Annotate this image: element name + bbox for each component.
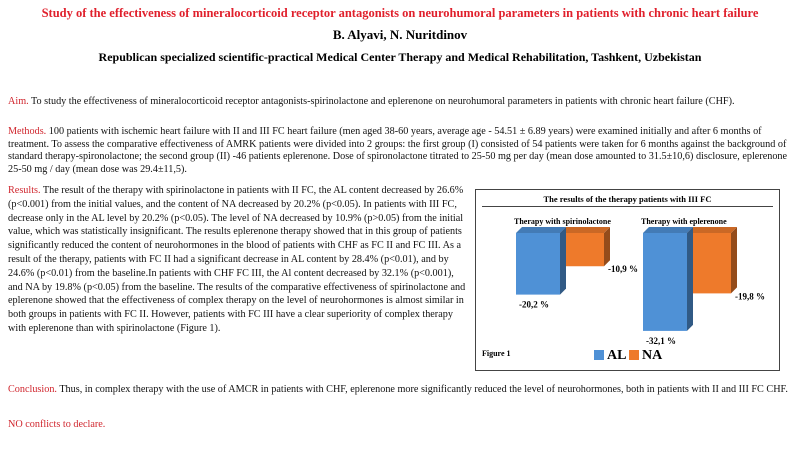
results-text: The result of the therapy with spirinolactone in patients with II FC, the AL content decreased by 26.6% (p<0.001) from the initial values, and the content of NA decreased by 20.2% (p<0.05). In patients with III FC, decrease only in the AL level by 20.2% (p<0.05). The level of NA decreased by 10.9% (p>0.05) from the initial value, which was statistically insignificant. The results eplerenone therapy showed that in this group of patients significantly reduced the content of neurohormones in the blood of patients with CHF as FC II and FC III. As a result of the therapy, patients with FC II had a significant decrease in AL content by 28.4% (p<0.01), and by 24.6% (p<0.01) from the baseline.In patients with CHF FC III, the Al content decreased by 32.1% (p<0.001), and NA by 19.8% (p<0.05) from the baseline. The results of the comparative effectiveness of spirinolactone and eplerenone showed that the effectiveness of complex therapy on the level of neurohormones is almost similar in both groups in patients with FC II. However, patients with FC III have a clear superiority of complex therapy with eplerenone than with spirinolactone (Figure 1).: [8, 185, 466, 334]
bar-top-na-0: [560, 227, 610, 233]
legend-na: [629, 348, 662, 364]
bar-side-al-1: [687, 227, 693, 331]
conclusion-label: Conclusion.: [8, 384, 57, 395]
conclusion-text: Thus, in complex therapy with the use of AMCR in patients with CHF, eplerenone more significantly reduced the level of neurohormones, both in patients with II and III FC CHF.: [56, 384, 788, 395]
legend-na-label: NA: [642, 348, 663, 363]
data-label-al-0: -20,2 %: [519, 299, 549, 310]
legend-na-swatch: [629, 350, 639, 360]
bar-side-na-0: [604, 227, 610, 266]
bar-al-1: [643, 233, 687, 331]
poster-title: Study of the effectiveness of mineralocorticoid receptor antagonists on neurohumoral parameters in patients with chronic heart failure: [41, 6, 759, 20]
data-label-na-1: -19,8 %: [735, 291, 765, 302]
no-conflicts-statement: NO conflicts to declare.: [8, 419, 106, 430]
bar-al-0: [516, 233, 560, 295]
conclusion-section: [8, 384, 790, 397]
figure-title: The results of the therapy patients with III FC: [543, 194, 712, 204]
aim-text: To study the effectiveness of mineralocorticoid receptor antagonists-spirinolactone and eplerenone on neurohumoral parameters in patients with chronic heart failure (CHF).: [28, 96, 735, 107]
bar-side-al-0: [560, 227, 566, 295]
methods-section: [8, 126, 790, 176]
bar-top-na-1: [687, 227, 737, 233]
data-label-na-0: -10,9 %: [608, 264, 638, 275]
bar-side-na-1: [731, 227, 737, 293]
legend-al-swatch: [594, 350, 604, 360]
methods-text: 100 patients with ischemic heart failure with II and III FC heart failure (men aged 38-60 years, average age - 54.51 ± 6.89 years) were examined initially and after 6 months of treatment. To assess the comparative effectiveness of AMRK patients were divided into 2 groups: the first group (I) consisted of 54 patients were taken for 6 months against the background of standard therapy-spironolactone; the second group (II) -46 patients eplerenone. Dose of spironolactone titrated to 25-50 mg per day (mean dose amounted to 31.5±10,6) disclosure, eplerenone 25-50 mg / day (mean dose was 29.4±11,5).: [8, 126, 788, 175]
aim-section: [8, 96, 790, 109]
category-label-eplerenone: Therapy with eplerenone: [641, 217, 727, 226]
results-label: Results.: [8, 185, 41, 196]
figure-label: Figure 1: [482, 349, 511, 358]
bar-top-al-0: [516, 227, 566, 233]
authors: B. Alyavi, N. Nuritdinov: [332, 27, 468, 42]
data-label-al-1: -32,1 %: [646, 335, 676, 346]
methods-label: Methods.: [8, 126, 47, 137]
bar-top-al-1: [643, 227, 693, 233]
bar-na-0: [560, 233, 604, 266]
figure-1: [475, 189, 780, 371]
bar-chart: [476, 190, 779, 370]
category-label-spirinolactone: Therapy with spirinolactone: [514, 217, 611, 226]
legend-al: [594, 348, 626, 364]
aim-label: Aim.: [8, 96, 29, 107]
legend-al-label: AL: [607, 348, 627, 363]
results-section: [8, 184, 468, 336]
affiliation: Republican specialized scientific-practical Medical Center Therapy and Medical Rehabilitation, Tashkent, Uzbekistan: [98, 50, 702, 64]
bar-na-1: [687, 233, 731, 293]
